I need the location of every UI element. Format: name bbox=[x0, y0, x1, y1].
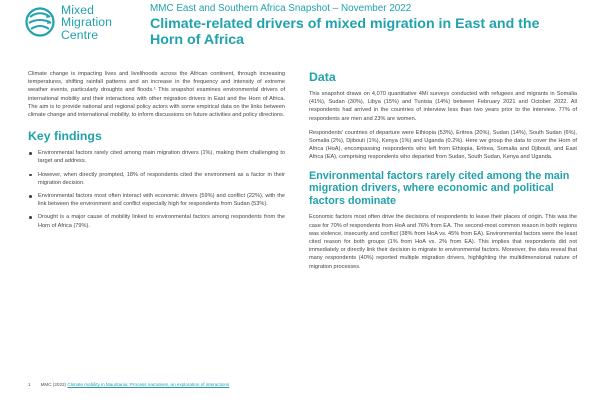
data-heading: Data bbox=[309, 70, 336, 84]
right-column bbox=[309, 70, 577, 271]
data-paragraph: This snapshot draws on 4,070 quantitative 4Mi surveys conducted with refugees and migrants in Somalia (41%), Sudan (30%), Libya (15%) and Tunisia (14%) between February 2021 and October 2022. All respondents had arrived in the countries of interview less than two years prior to the interview. 77% of respondents are men and 23% are women. bbox=[309, 91, 577, 122]
key-findings-heading: Key findings bbox=[28, 129, 102, 144]
footnote-prefix: MMC (2022) bbox=[40, 382, 68, 387]
footnote bbox=[28, 382, 229, 387]
intro-paragraph: Climate change is impacting lives and livelihoods across the African continent, through increasing temperatures, shifting rainfall patterns and an increase in the frequency and intensity of extreme weather events, particularly droughts and floods.¹ This snapshot examines environmental drivers of international mobility and their interactions with other migration drivers in East and the Horn of Africa. The aim is to provide national and regional policy actors with some empirical data on the links between climate change and international mobility, to inform discussions on future activities and policy directions. bbox=[28, 71, 285, 119]
data-paragraph: Respondents' countries of departure were Ethiopia (53%), Eritrea (20%), Sudan (14%), South Sudan (6%), Somalia (2%), Djibouti (1%), Kenya (1%) and Uganda (0.2%). Here we group the data to cover the Horn of Africa (HoA), encompassing respondents who left from Ethiopia, Eritrea, Somalia and Djibouti, and East Africa (EA), comprising respondents who departed from Sudan, South Sudan, Kenya and Uganda. bbox=[309, 129, 577, 161]
key-finding-item: Drought is a major cause of mobility linked to environmental factors among respondents from the Horn of Africa (79%). bbox=[28, 213, 285, 229]
logo-wordmark bbox=[61, 4, 112, 41]
left-column bbox=[28, 70, 285, 235]
environmental-factors-heading: Environmental factors rarely cited among the main migration drivers, where economic and political factors dominate bbox=[309, 169, 570, 207]
environmental-factors-paragraph: Economic factors most often drive the decisions of respondents to leave their places of origin. This was the case for 70% of respondents from HoA and 76% from EA. The second-most common reason in both regions was violence, insecurity and conflict (38% from HoA vs. 45% from EA). Environmental factors were the least cited reason for both groups (1% from HoA vs. 2% from EA). This implies that respondents did not immediately or directly link their decision to migrate to environmental factors. Moreover, the data reveal that many respondents (40%) reported multiple migration drivers, highlighting the multidimensional nature of migration processes. bbox=[309, 214, 577, 270]
logo-line-2: Migration bbox=[61, 15, 113, 30]
globe-arrows-icon bbox=[24, 6, 56, 38]
key-finding-item: Environmental factors most often interact with economic drivers (59%) and conflict (22%), with the link between the environment and conflict especially high for respondents from Sudan (53%). bbox=[28, 192, 285, 208]
key-findings-list bbox=[28, 149, 285, 230]
key-finding-item: Environmental factors rarely cited among main migration drivers (1%), making them challenging to target and address. bbox=[28, 149, 285, 165]
logo-line-1: Mixed bbox=[61, 3, 95, 17]
footnote-link[interactable]: Climate mobility in Mauritania: Process narratives, an exploration of interactions bbox=[67, 382, 230, 387]
key-finding-item: However, when directly prompted, 18% of respondents cited the environment as a factor in their migration decision. bbox=[28, 171, 285, 187]
footnote-number: 1 bbox=[28, 382, 31, 387]
mmc-logo bbox=[24, 4, 142, 54]
document-title: Climate-related drivers of mixed migration in East and the Horn of Africa bbox=[150, 16, 540, 49]
page-header bbox=[0, 0, 600, 64]
logo-line-3: Centre bbox=[61, 27, 99, 42]
snapshot-subtitle: MMC East and Southern Africa Snapshot – November 2022 bbox=[150, 3, 412, 14]
